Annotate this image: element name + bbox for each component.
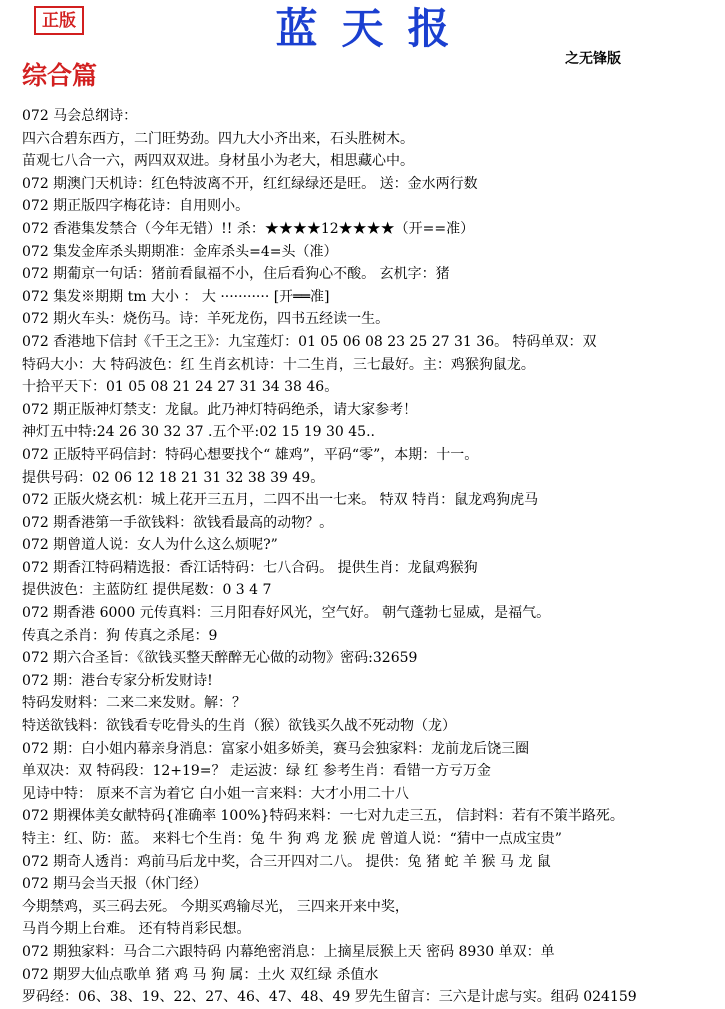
- text-line: 特送欲钱料：欲钱看专吃骨头的生肖（猴）欲钱买久战不死动物（龙）: [22, 718, 456, 735]
- text-line: 072 期正版神灯禁支：龙鼠。此乃神灯特码绝杀，请大家参考！: [22, 401, 418, 418]
- section-title: 综合篇: [22, 61, 98, 90]
- text-line: 072 期香港第一手欲钱料：欲钱看最高的动物？。: [22, 514, 334, 531]
- text-line: 072 期火车头：烧伤马。诗：羊死龙伤，四书五经读一生。: [22, 311, 390, 328]
- text-line: 072 期正版四字梅花诗：自用则小。: [22, 198, 250, 215]
- text-line: 提供号码：02 06 12 18 21 31 32 38 39 49。: [22, 469, 325, 486]
- text-line: 提供波色：主蓝防红 提供尾数：0 3 4 7: [22, 582, 272, 599]
- text-line: 072 期香港 6000 元传真料：三月阳春好风光，空气好。 朝气蓬勃七显威，是福气。: [22, 605, 551, 622]
- text-line: 072 期：港台专家分析发财诗!: [22, 672, 213, 689]
- text-line: 072 期：白小姐内幕亲身消息：富家小姐多娇美，赛马会独家料：龙前龙后饶三圈: [22, 740, 530, 757]
- text-line: 072 期曾道人说：女人为什么这么烦呢?”: [22, 537, 278, 554]
- text-line: 特码大小：大 特码波色：红 生肖玄机诗：十二生肖，三七最好。主：鸡猴狗鼠龙。: [22, 356, 535, 373]
- text-line: 072 马会总纲诗：: [22, 108, 138, 124]
- text-line: 马肖今期上台难。 还有特肖彩民想。: [22, 921, 251, 938]
- text-line: 072 期罗大仙点歌单 猪 鸡 马 狗 属：土火 双红绿 杀值水: [22, 966, 379, 983]
- text-line: 罗码经：06、38、19、22、27、46、47、48、49 罗先生留言：三六是计虑与实。组码 024159: [22, 989, 637, 1006]
- text-line: 苗观七八合一六，两四双双进。身材虽小为老大，相思藏心中。: [22, 153, 414, 170]
- text-line: 072 香港集发禁合（今年无错）!! 杀：★★★★12★★★★（开==准）: [22, 220, 475, 237]
- text-line: 十拾平天下：01 05 08 21 24 27 31 34 38 46。: [22, 379, 339, 396]
- text-line: 072 期澳门天机诗：红色特波离不开，红红绿绿还是旺。 送：金水两行数: [22, 175, 478, 192]
- article-body: [22, 105, 712, 1009]
- text-line: 072 期香江特码精选报：香江话特码：七八合码。 提供生肖：龙鼠鸡猴狗: [22, 559, 478, 576]
- text-line: 四六合碧东西方，二门旺势劲。四九大小齐出来，石头胜树木。: [22, 130, 414, 147]
- text-line: 072 正版火烧玄机：城上花开三五月，二四不出一七来。 特双 特肖：鼠龙鸡狗虎马: [22, 492, 539, 509]
- text-line: 单双决：双 特码段：12+19=？ 走运波：绿 红 参考生肖：看错一方亏万金: [22, 763, 491, 780]
- text-line: 特码发财料：二来二来发财。解：？: [22, 695, 246, 712]
- text-line: 072 香港地下信封《千王之王》：九宝莲灯：01 05 06 08 23 25 27 31 36。 特码单双：双: [22, 333, 597, 350]
- edition-label: 之无锋版: [565, 51, 621, 67]
- text-line: 072 期裸体美女献特码{准确率 100%}特码来料：一七对九走三五， 信封料：若有不策半路死。: [22, 808, 624, 825]
- text-line: 072 期马会当天报（休门经）: [22, 876, 208, 893]
- text-line: 072 期葡京一句话：猪前看鼠福不小，住后看狗心不酸。 玄机字：猪: [22, 266, 450, 283]
- newspaper-title: 蓝天报: [275, 4, 474, 53]
- text-line: 072 期六合圣旨：《欲钱买整天醉醉无心做的动物》密码:32659: [22, 650, 418, 667]
- text-line: 传真之杀肖：狗 传真之杀尾：9: [22, 627, 218, 644]
- edition-badge: 正版: [34, 6, 84, 35]
- text-line: 见诗中特： 原来不言为着它 白小姐一言来料：大才小用二十八: [22, 785, 409, 802]
- text-line: 神灯五中特:24 26 30 32 37 .五个平:02 15 19 30 45..: [22, 424, 375, 441]
- text-line: 072 期独家料：马合二六跟特码 内幕绝密消息：上摘星辰猴上天 密码 8930 单双：单: [22, 943, 555, 960]
- text-line: 今期禁鸡，买三码去死。 今期买鸡输尽光， 三四来开来中奖，: [22, 898, 409, 915]
- text-line: 072 正版特平码信封：特码心想要找个“ 雄鸡”，平码“零”，本期：十一。: [22, 446, 479, 463]
- text-line: 特主：红、防：蓝。 来料七个生肖：兔 牛 狗 鸡 龙 猴 虎 曾道人说：“猜中一点成宝贵”: [22, 831, 562, 847]
- text-line: 072 期奇人透肖：鸡前马后龙中奖，合三开四对二八。 提供：兔 猪 蛇 羊 猴 马 龙 鼠: [22, 853, 551, 870]
- text-line: 072 集发金库杀头期期准：金库杀头=4=头（准）: [22, 243, 338, 260]
- text-line: 072 集发※期期 tm 大小 ： 大 ··········· [开══准]: [22, 288, 330, 305]
